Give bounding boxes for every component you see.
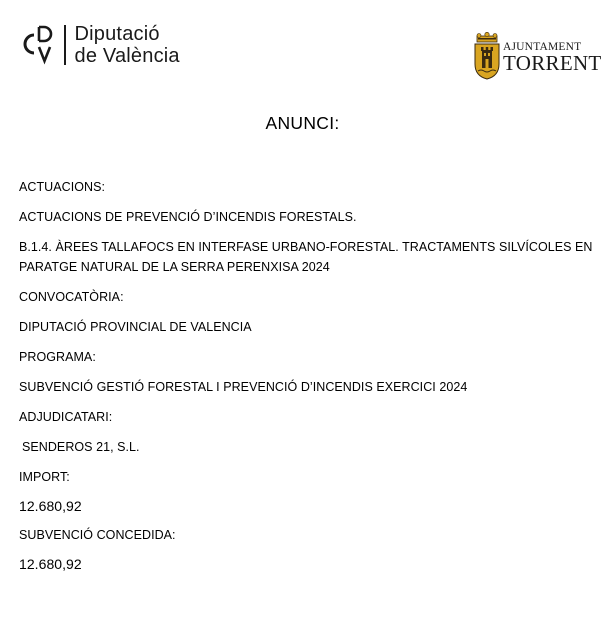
dv-monogram-icon bbox=[22, 25, 56, 65]
logo-divider bbox=[64, 25, 66, 65]
document-title: ANUNCI: bbox=[265, 113, 340, 133]
convocatoria-label: CONVOCATÒRIA: bbox=[19, 290, 124, 304]
torrent-wordmark bbox=[503, 41, 602, 73]
item-line-1: B.1.4. ÀREES TALLAFOCS EN INTERFASE URBANO-FORESTAL. TRACTAMENTS SILVÍCOLES EN bbox=[19, 240, 593, 254]
torrent-wordmark-line2: TORRENT bbox=[503, 51, 602, 75]
adjudicatari-value: SENDEROS 21, S.L. bbox=[22, 440, 140, 454]
item-line-2: PARATGE NATURAL DE LA SERRA PERENXISA 2024 bbox=[19, 260, 330, 274]
actuacions-label: ACTUACIONS: bbox=[19, 180, 105, 194]
diputacio-name-line1: Diputació bbox=[74, 23, 160, 45]
import-label: IMPORT: bbox=[19, 470, 70, 484]
diputacio-name-line2: de València bbox=[74, 45, 180, 67]
programa-value: SUBVENCIÓ GESTIÓ FORESTAL I PREVENCIÓ D’INCENDIS EXERCICI 2024 bbox=[19, 380, 468, 394]
torrent-shield-icon bbox=[472, 32, 502, 80]
diputacio-name bbox=[75, 23, 180, 67]
import-value: 12.680,92 bbox=[19, 498, 82, 514]
convocatoria-value: DIPUTACIÓ PROVINCIAL DE VALENCIA bbox=[19, 320, 252, 334]
diputacio-logo bbox=[22, 20, 180, 70]
adjudicatari-label: ADJUDICATARI: bbox=[19, 410, 113, 424]
actuacions-value: ACTUACIONS DE PREVENCIÓ D’INCENDIS FORESTALS. bbox=[19, 210, 357, 224]
programa-label: PROGRAMA: bbox=[19, 350, 96, 364]
subvencio-value: 12.680,92 bbox=[19, 556, 82, 572]
torrent-wordmark-line1: AJUNTAMENT bbox=[503, 41, 582, 53]
torrent-logo bbox=[470, 30, 602, 80]
subvencio-label: SUBVENCIÓ CONCEDIDA: bbox=[19, 528, 176, 542]
